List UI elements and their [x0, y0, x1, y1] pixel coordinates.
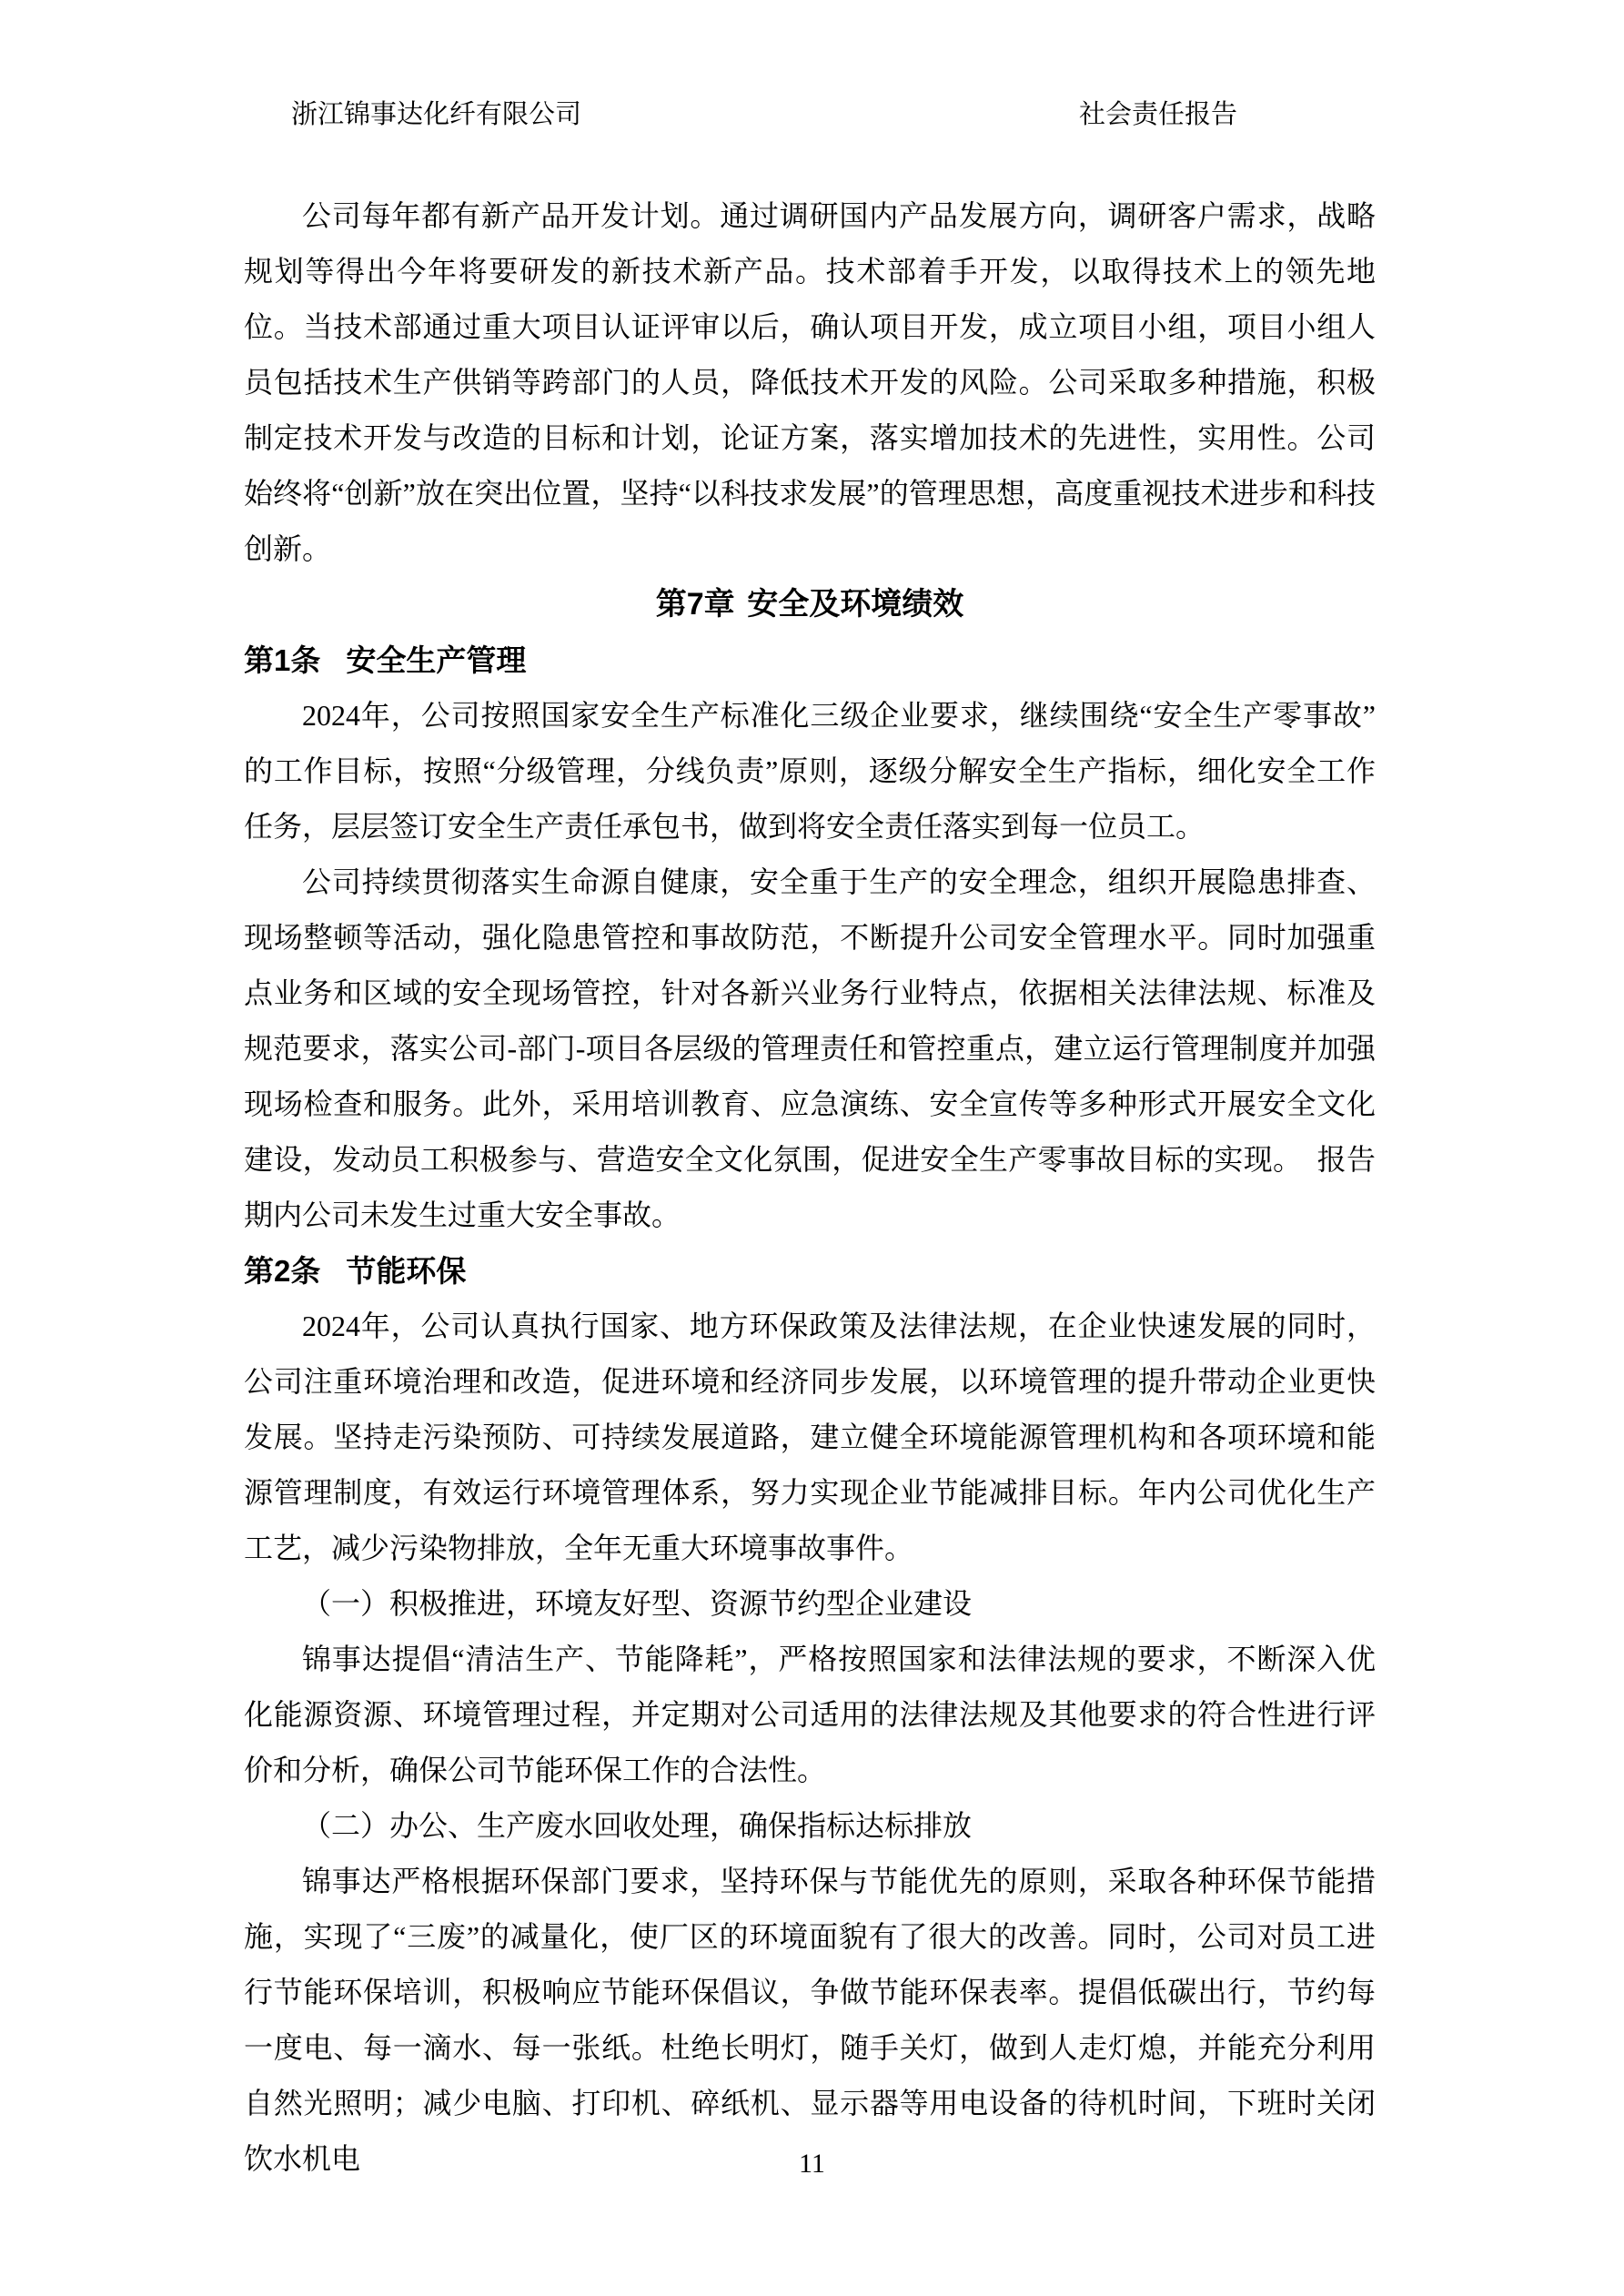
- section-1-number-label: 第1条: [244, 643, 321, 677]
- paragraph-waste-reduction: 锦事达严格根据环保部门要求，坚持环保与节能优先的原则，采取各种环保节能措施，实现了“三废”的减量化，使厂区的环境面貌有了很大的改善。同时，公司对员工进行节能环保培训，积极响应节能环保倡议，争做节能环保表率。提倡低碳出行，节约每一度电、每一滴水、每一张纸。杜绝长明灯，随手关灯，做到人走灯熄，并能充分利用自然光照明；减少电脑、打印机、碎纸机、显示器等用电设备的待机时间，下班时关闭饮水机电: [244, 1865, 1376, 2175]
- page-footer: [0, 2146, 1624, 2182]
- chapter-number-label: 第7章: [655, 587, 735, 622]
- chapter-7-heading: [244, 577, 1376, 632]
- list-item-1-title: （一）积极推进，环境友好型、资源节约型企业建设: [302, 1587, 973, 1620]
- section-2-heading: [244, 1243, 1376, 1299]
- section-2-number-label: 第2条: [244, 1254, 321, 1288]
- paragraph-product-development: 公司每年都有新产品开发计划。通过调研国内产品发展方向，调研客户需求，战略规划等得出今年将要研发的新技术新产品。技术部着手开发，以取得技术上的领先地位。当技术部通过重大项目认证评审以后，确认项目开发，成立项目小组，项目小组人员包括技术生产供销等跨部门的人员，降低技术开发的风险。公司采取多种措施，积极制定技术开发与改造的目标和计划，论证方案，落实增加技术的先进性，实用性。公司始终将“创新”放在突出位置，坚持“以科技求发展”的管理思想，高度重视技术进步和科技创新。: [244, 199, 1376, 565]
- paragraph-safety-production-2: 公司持续贯彻落实生命源自健康，安全重于生产的安全理念，组织开展隐患排查、现场整顿等活动，强化隐患管控和事故防范，不断提升公司安全管理水平。同时加强重点业务和区域的安全现场管控，针对各新兴业务行业特点，依据相关法律法规、标准及规范要求，落实公司-部门-项目各层级的管理责任和管控重点，建立运行管理制度并加强现场检查和服务。此外，采用培训教育、应急演练、安全宣传等多种形式开展安全文化建设，发动员工积极参与、营造安全文化氛围，促进安全生产零事故目标的实现。 报告期内公司未发生过重大安全事故。: [244, 865, 1376, 1231]
- page-number: 11: [799, 2149, 825, 2179]
- section-1-title: 安全生产管理: [346, 643, 527, 677]
- running-header: [291, 96, 1237, 133]
- chapter-title: 安全及环境绩效: [747, 587, 964, 622]
- document-body: [244, 188, 1376, 2187]
- paragraph-clean-production: 锦事达提倡“清洁生产、节能降耗”，严格按照国家和法律法规的要求，不断深入优化能源资源、环境管理过程，并定期对公司适用的法律法规及其他要求的符合性进行评价和分析，确保公司节能环保工作的合法性。: [244, 1643, 1376, 1786]
- header-report-title: 社会责任报告: [1078, 100, 1237, 129]
- paragraph-safety-production-1: 2024年，公司按照国家安全生产标准化三级企业要求，继续围绕“安全生产零事故”的工作目标，按照“分级管理，分线负责”原则，逐级分解安全生产指标，细化安全工作任务，层层签订安全生产责任承包书，做到将安全责任落实到每一位员工。: [244, 699, 1376, 843]
- header-company-name: 浙江锦事达化纤有限公司: [291, 100, 582, 129]
- paragraph-environment-policy: 2024年，公司认真执行国家、地方环保政策及法律法规，在企业快速发展的同时，公司注重环境治理和改造，促进环境和经济同步发展，以环境管理的提升带动企业更快发展。坚持走污染预防、可持续发展道路，建立健全环境能源管理机构和各项环境和能源管理制度，有效运行环境管理体系，努力实现企业节能减排目标。年内公司优化生产工艺，减少污染物排放，全年无重大环境事故事件。: [244, 1310, 1376, 1564]
- list-item-2-title: （二）办公、生产废水回收处理，确保指标达标排放: [302, 1809, 973, 1842]
- section-1-heading: [244, 632, 1376, 688]
- section-2-title: 节能环保: [346, 1254, 467, 1288]
